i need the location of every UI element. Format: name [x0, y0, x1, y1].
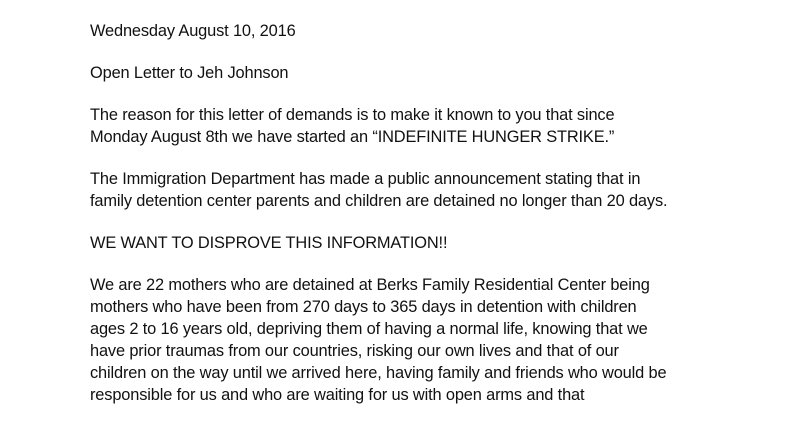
spacer — [90, 254, 780, 274]
spacer — [90, 212, 780, 232]
paragraph-line: have prior traumas from our countries, risking our own lives and that of our — [90, 342, 619, 360]
paragraph-line: mothers who have been from 270 days to 365 days in detention with children — [90, 298, 637, 316]
paragraph-line: The Immigration Department has made a public announcement stating that in — [90, 170, 641, 188]
paragraph-line: The reason for this letter of demands is to make it known to you that since — [90, 106, 615, 124]
paragraph-mothers — [90, 274, 780, 406]
spacer — [90, 42, 780, 62]
paragraph-line: children on the way until we arrived here, having family and friends who would be — [90, 364, 667, 382]
paragraph-line: responsible for us and who are waiting for us with open arms and that — [90, 386, 585, 404]
paragraph-line: Monday August 8th we have started an “INDEFINITE HUNGER STRIKE.” — [90, 128, 615, 146]
paragraph-hunger-strike — [90, 104, 780, 148]
letter-body — [90, 20, 780, 406]
paragraph-line: ages 2 to 16 years old, depriving them of having a normal life, knowing that we — [90, 320, 648, 338]
paragraph-line: family detention center parents and children are detained no longer than 20 days. — [90, 192, 668, 210]
letter-date: Wednesday August 10, 2016 — [90, 22, 296, 40]
paragraph-line: We are 22 mothers who are detained at Berks Family Residential Center being — [90, 276, 650, 294]
paragraph-line: WE WANT TO DISPROVE THIS INFORMATION!! — [90, 234, 448, 252]
spacer — [90, 148, 780, 168]
spacer — [90, 84, 780, 104]
paragraph-immigration-department — [90, 168, 780, 212]
letter-title: Open Letter to Jeh Johnson — [90, 64, 289, 82]
paragraph-disprove — [90, 232, 780, 254]
